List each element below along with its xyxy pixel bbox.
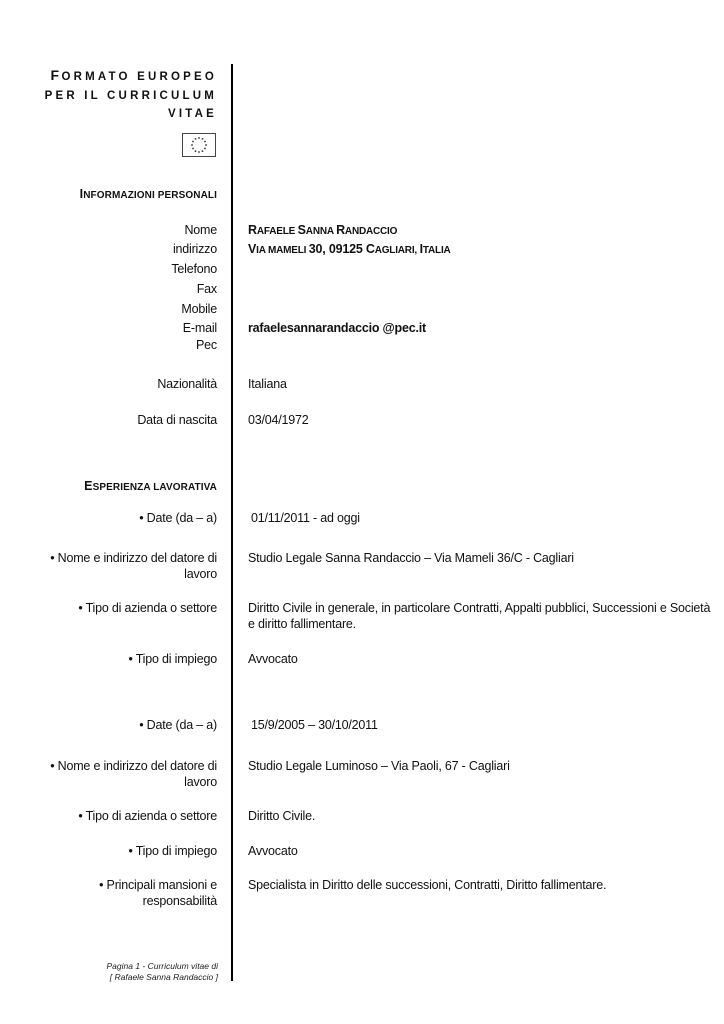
label-email: E-mail: [182, 321, 217, 335]
job1-value-impiego: Avvocato: [248, 652, 298, 666]
job2-label-mansioni-line2: responsabilità: [142, 894, 217, 908]
eu-flag-icon: [182, 133, 216, 157]
job2-label-date: • Date (da – a): [139, 718, 217, 732]
value-email: rafaelesannarandaccio @pec.it: [248, 321, 426, 335]
job1-value-date: 01/11/2011 - ad oggi: [251, 511, 360, 525]
value-indirizzo: VIA MAMELI 30, 09125 CAGLIARI, ITALIA: [248, 242, 451, 256]
title-line-3: VITAE: [167, 108, 217, 120]
job2-label-impiego: • Tipo di impiego: [128, 844, 217, 858]
job1-label-datore-line2: lavoro: [184, 567, 217, 581]
job2-label-datore-line2: lavoro: [184, 775, 217, 789]
job2-label-datore: [50, 758, 217, 790]
label-indirizzo: indirizzo: [172, 242, 217, 256]
label-pec: Pec: [196, 338, 217, 352]
footer-line-2: [ Rafaele Sanna Randaccio ]: [109, 972, 218, 982]
title-initial: F: [50, 67, 62, 83]
job2-value-impiego: Avvocato: [248, 844, 298, 858]
label-nazionalita: Nazionalità: [157, 377, 217, 391]
document-title: [45, 66, 217, 124]
job2-label-datore-line1: • Nome e indirizzo del datore di: [50, 759, 217, 773]
label-nome: Nome: [184, 223, 217, 237]
value-nazionalita: Italiana: [248, 377, 287, 391]
job1-label-date: • Date (da – a): [139, 511, 217, 525]
job2-label-mansioni-line1: • Principali mansioni e: [99, 878, 217, 892]
job1-value-datore: Studio Legale Sanna Randaccio – Via Mameli 36/C - Cagliari: [248, 551, 574, 565]
label-telefono: Telefono: [171, 262, 217, 276]
job1-label-settore: • Tipo di azienda o settore: [78, 601, 217, 615]
job1-label-datore-line1: • Nome e indirizzo del datore di: [50, 551, 217, 565]
job1-value-settore-line2: e diritto fallimentare.: [248, 617, 356, 631]
page-footer: [107, 961, 219, 983]
section-title-work: ESPERIENZA LAVORATIVA: [84, 479, 217, 493]
title-line-1: [45, 66, 217, 87]
label-fax: Fax: [196, 282, 217, 296]
label-nascita: Data di nascita: [137, 413, 217, 427]
label-mobile: Mobile: [181, 302, 217, 316]
job2-value-datore: Studio Legale Luminoso – Via Paoli, 67 - Cagliari: [248, 759, 510, 773]
title-line-2: PER IL CURRICULUM: [44, 89, 217, 102]
job1-value-settore-line1: Diritto Civile in generale, in particolare Contratti, Appalti pubblici, Successioni e Società: [248, 601, 711, 615]
job1-label-impiego: • Tipo di impiego: [128, 652, 217, 666]
job2-label-settore: • Tipo di azienda o settore: [78, 809, 217, 823]
job2-value-settore: Diritto Civile.: [248, 809, 316, 823]
title-line-1-rest: ORMATO EUROPEO: [61, 71, 217, 83]
vertical-divider: [231, 64, 233, 981]
value-nascita: 03/04/1972: [248, 413, 309, 427]
section-title-personal: INFORMAZIONI PERSONALI: [79, 187, 217, 201]
job2-label-mansioni: [99, 877, 217, 909]
job2-value-mansioni: Specialista in Diritto delle successioni, Contratti, Diritto fallimentare.: [248, 878, 607, 892]
value-nome: RAFAELE SANNA RANDACCIO: [248, 223, 398, 237]
job1-label-datore: [50, 550, 217, 582]
footer-line-1: Pagina 1 - Curriculum vitae di: [106, 961, 218, 971]
job2-value-date: 15/9/2005 – 30/10/2011: [251, 718, 378, 732]
job1-value-settore: [248, 600, 710, 632]
